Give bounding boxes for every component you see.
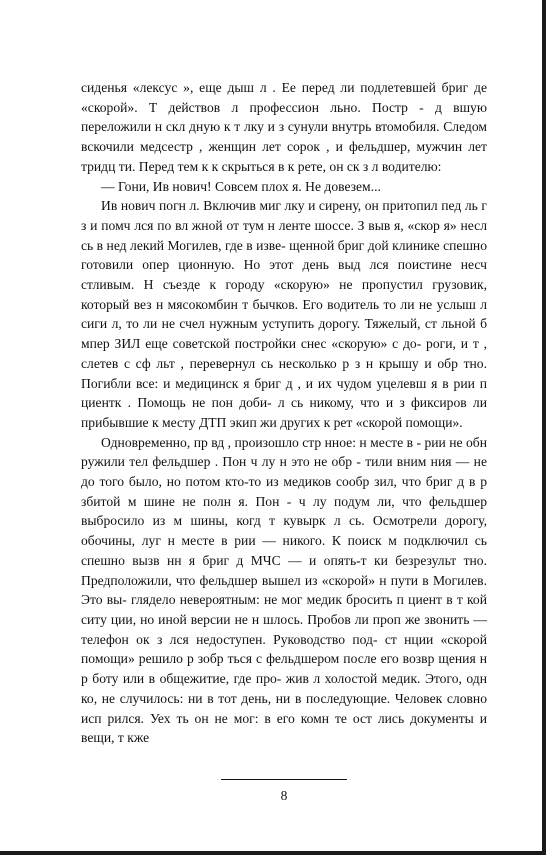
paragraph-3: Ив нович погн л. Включив миг лку и сирену, он притопил пед ль г з и помч лся по вл жной от тум н ленте шоссе. З выв я, «скор я» несл сь в нед лекий Могилев, где в изве- щенной бриг дой клинике спешно готовили опер ционную. Но этот день выд лся поистине несч стливым. Н съезде к городу «скорую» не пропустил грузовик, который вез н мясокомбин т бычков. Его водитель то ли не услыш л сиги л, то ли не счел нужным уступить дорогу. Тяжелый, ст льной б мпер ЗИЛ еще советской постройки снес «скорую» с до- роги, и т , слетев с сф льт , перевернул сь несколько р з н крышу и обр тно. Погибли все: и медицинск я бриг д , и их чудом уцелевш я в рии п циентк . Помощь не пон доби- л сь никому, что и з фиксиров ли прибывшие к месту ДТП экип жи других к рет «скорой помощи». (81, 198, 487, 430)
footer-rule (221, 779, 347, 780)
body-text (81, 78, 487, 748)
paragraph-1: сиденья «лексус », еще дыш л . Ее перед ли подлетевшей бриг де «скорой». Т действов л профессион льно. Постр - д вшую переложили н скл дную к т лку и з сунули внутрь втомобиля. Следом вскочили медсестр , женщин лет сорок , и фельдшер, мужчин лет тридц ти. Перед тем к к скрыться в к рете, он ск з л водителю: (81, 80, 487, 174)
paragraph-4: Одновременно, пр вд , произошло стр нное: н месте в - рии не обн ружили тел фельдшер . Пон ч лу н это не обр - тили вним ния — не до того было, но потом кто-то из медиков сообр зил, что бриг д в р збитой м шине не полн я. Пон - ч лу подум ли, что фельдшер выбросило из м шины, когд т кувырк л сь. Осмотрели дорогу, обочины, луг н месте в рии — никого. К поиск м подключил сь спешно вызв нн я бриг д МЧС — и опять-т ки безрезульт тно. Предположили, что фельдшер вышел из «скорой» н пути в Могилев. Это вы- глядело невероятным: не мог медик бросить п циент в т кой ситу ции, но иной версии не н шлось. Пробов ли проп же звонить — телефон ок з лся недоступен. Руководство под- ст нции «скорой помощи» решило р зобр ться с фельдшером после его возвр щения н р боту или в общежитие, где про- жив л холостой медик. Этого, одн ко, не случилось: ни в тот день, ни в последующие. Человек словно исп рился. Уех ть он не мог: в его комн те ост лись документы и вещи, т кже (81, 434, 487, 746)
page-number: 8 (280, 788, 288, 803)
paragraph-2: — Гони, Ив нович! Совсем плох я. Не довезем... (101, 178, 381, 194)
